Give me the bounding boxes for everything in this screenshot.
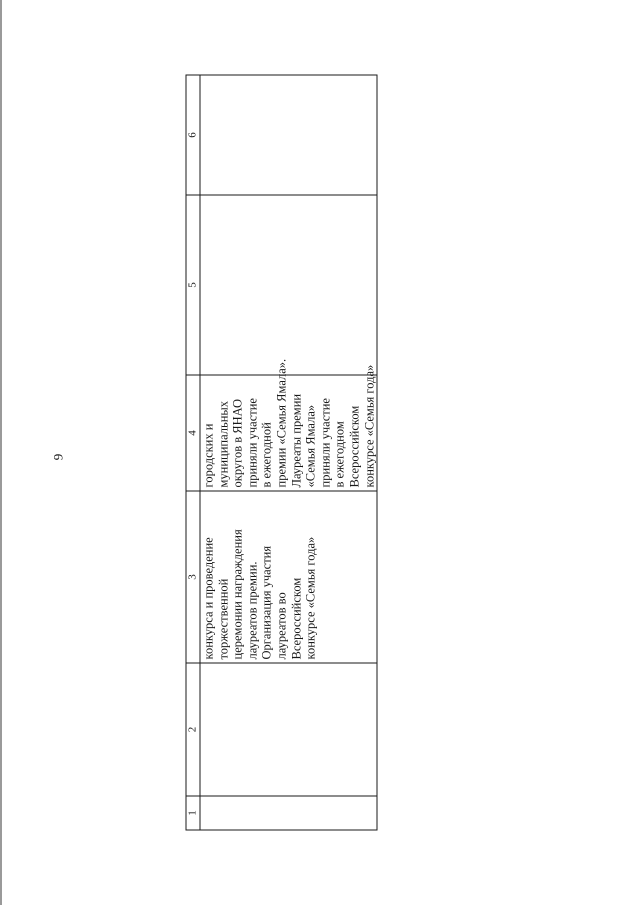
header-cell-2: 2 — [186, 663, 200, 796]
header-cell-3: 3 — [186, 491, 200, 663]
cell-col-3 — [200, 491, 377, 663]
text-line: округов в ЯНАО — [230, 398, 245, 487]
text-line: торжественной — [215, 578, 230, 659]
text-line: в ежегодной — [259, 421, 274, 487]
text-line: муниципальных — [215, 400, 230, 487]
text-line: Всероссийском — [288, 577, 303, 659]
cell-col-5 — [200, 195, 377, 375]
text-line: премии «Семья Ямала». — [273, 358, 288, 487]
data-table — [185, 75, 376, 830]
text-line: лауреатов премии. — [244, 560, 259, 659]
text-line: лауреатов во — [273, 591, 288, 659]
text-line: городских и — [201, 423, 215, 487]
text-line: Организация участия — [259, 545, 274, 659]
header-cell-6: 6 — [186, 75, 200, 195]
header-cell-5: 5 — [186, 195, 200, 375]
cell-col-3-text — [201, 494, 318, 659]
page-left-edge — [0, 0, 2, 905]
cell-col-1 — [200, 796, 377, 830]
header-cell-4: 4 — [186, 375, 200, 491]
text-line: «Семья Ямала» — [303, 404, 318, 487]
cell-col-4-text — [201, 358, 376, 487]
text-line: в ежегодном — [332, 420, 347, 487]
text-line: конкурса и проведение — [201, 536, 215, 659]
table-header-row — [186, 75, 200, 830]
text-line: приняли участие — [317, 397, 332, 487]
document-table — [185, 74, 377, 830]
text-line: Всероссийском — [346, 405, 361, 487]
page-number: 9 — [50, 453, 66, 461]
text-line: Лауреаты премии — [288, 393, 303, 487]
text-line: приняли участие — [244, 397, 259, 487]
text-line: церемонии награждения — [230, 528, 245, 659]
cell-col-6 — [200, 75, 377, 195]
text-line: конкурсе «Семья года» — [303, 536, 318, 659]
header-cell-1: 1 — [186, 796, 200, 830]
cell-col-4 — [200, 358, 377, 491]
cell-col-2 — [200, 663, 377, 796]
text-line: конкурсе «Семья года» — [361, 364, 376, 487]
table-row — [200, 75, 377, 830]
